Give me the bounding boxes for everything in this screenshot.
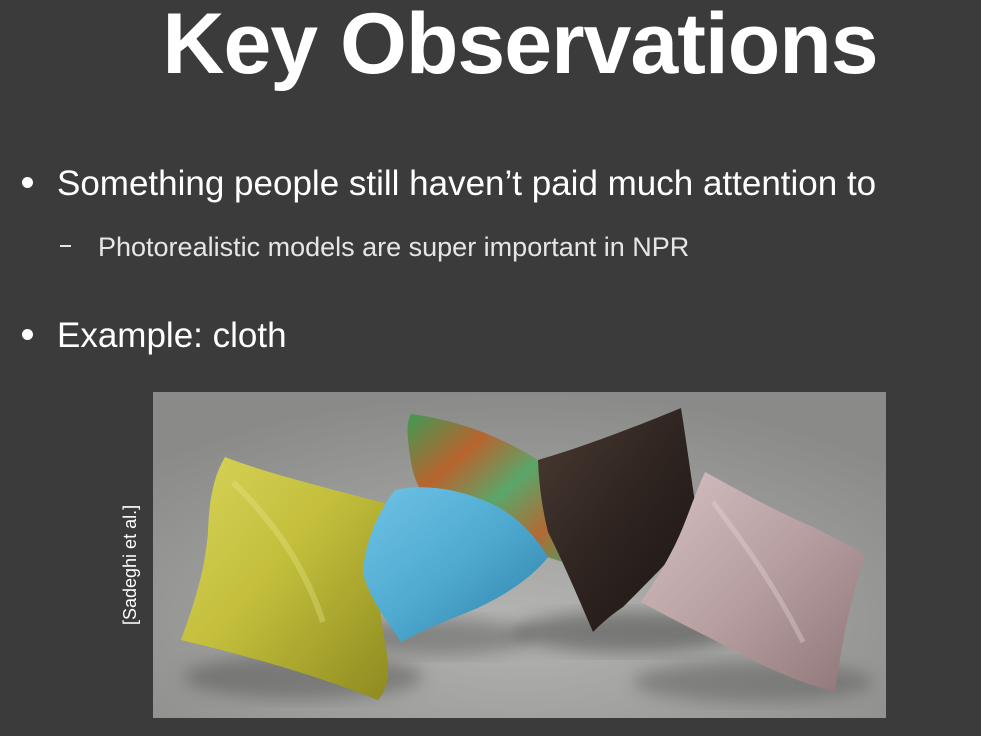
bullet-dot-icon xyxy=(22,177,33,188)
cloth-pillows-image xyxy=(153,392,886,718)
bullet-text: Example: cloth xyxy=(57,316,287,355)
dash-icon xyxy=(60,245,71,247)
bullet-text: Something people still haven’t paid much attention to xyxy=(57,164,877,203)
bullet-dot-icon xyxy=(22,329,33,340)
slide-title: Key Observations xyxy=(162,0,878,92)
sub-bullet-item xyxy=(60,230,689,264)
sub-bullet-text: Photorealistic models are super important in NPR xyxy=(98,232,690,262)
bullet-item xyxy=(22,316,287,356)
citation-label: [Sadeghi et al.] xyxy=(120,504,140,625)
bullet-item xyxy=(22,164,876,204)
